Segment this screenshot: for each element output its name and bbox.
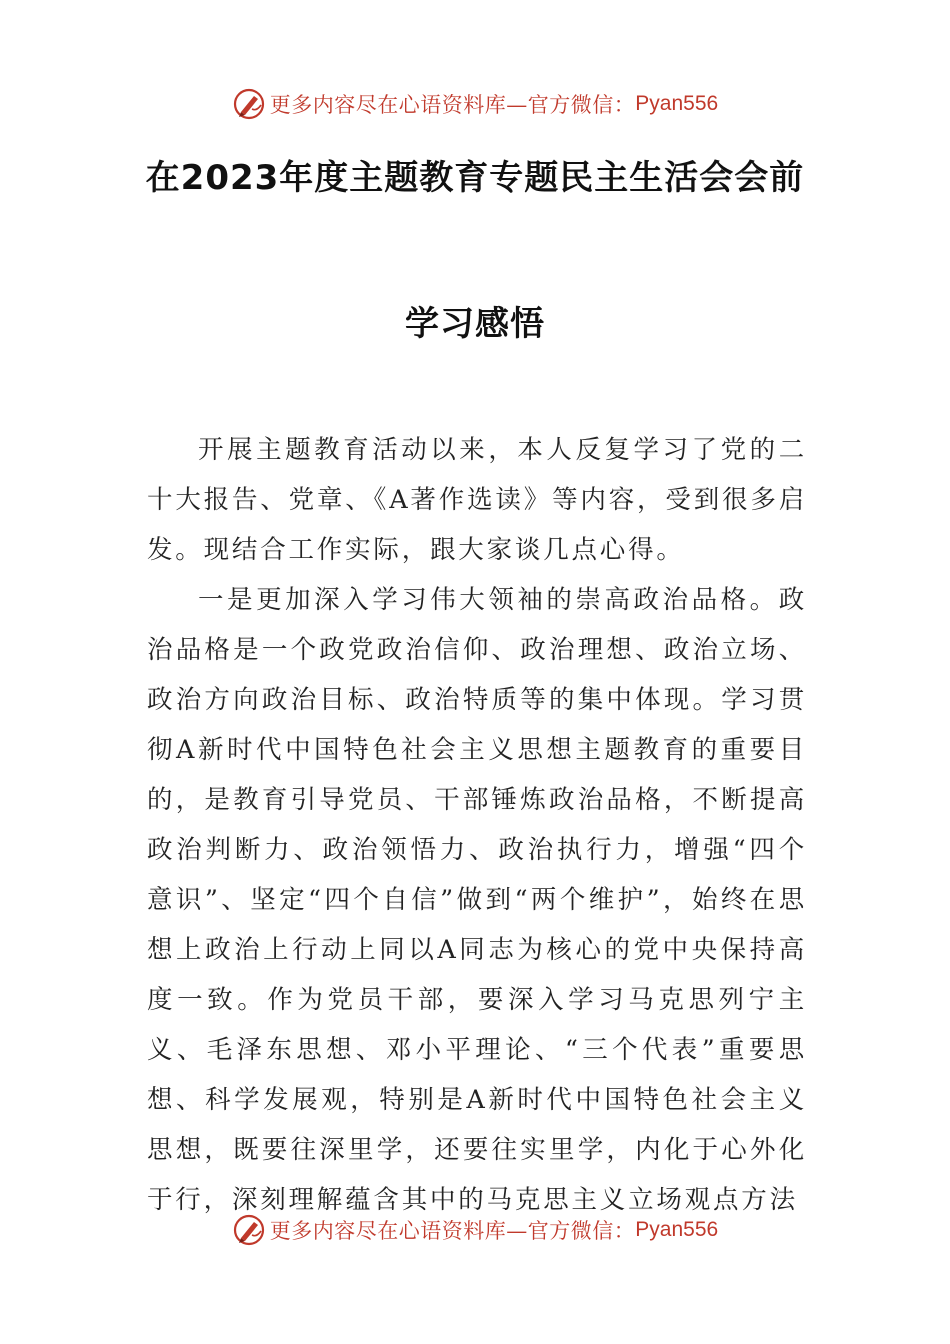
body-paragraph: 开展主题教育活动以来，本人反复学习了党的二十大报告、党章、《A著作选读》等内容，受到很多启发。现结合工作实际，跟大家谈几点心得。 [147,435,807,565]
pen-logo-icon [232,87,266,121]
watermark-banner-bottom [0,1210,950,1250]
watermark-banner-top [0,84,950,124]
watermark-text: 更多内容尽在心语资料库—官方微信： [269,1219,636,1243]
document-title-line-1: 在2023年度主题教育专题民主生活会会前 [145,158,805,198]
watermark-text: 更多内容尽在心语资料库—官方微信： [269,93,636,117]
pen-logo-icon [232,1213,266,1247]
watermark-handle: Pyan556 [635,1218,719,1241]
body-paragraph: 一是更加深入学习伟大领袖的崇高政治品格。政治品格是一个政党政治信仰、政治理想、政治立场、政治方向政治目标、政治特质等的集中体现。学习贯彻A新时代中国特色社会主义思想主题教育的重要目的，是教育引导党员、干部锤炼政治品格，不断提高政治判断力、政治领悟力、政治执行力，增强“四个意识”、坚定“四个自信”做到“两个维护”，始终在思想上政治上行动上同以A同志为核心的党中央保持高度一致。作为党员干部，要深入学习马克思列宁主义、毛泽东思想、邓小平理论、“三个代表”重要思想、科学发展观，特别是A新时代中国特色社会主义思想，既要往深里学，还要往实里学，内化于心外化于行，深刻理解蕴含其中的马克思主义立场观点方法 [147,585,807,1215]
watermark-handle: Pyan556 [635,92,719,115]
document-body [147,425,807,1225]
document-title-line-2: 学习感悟 [405,304,545,344]
